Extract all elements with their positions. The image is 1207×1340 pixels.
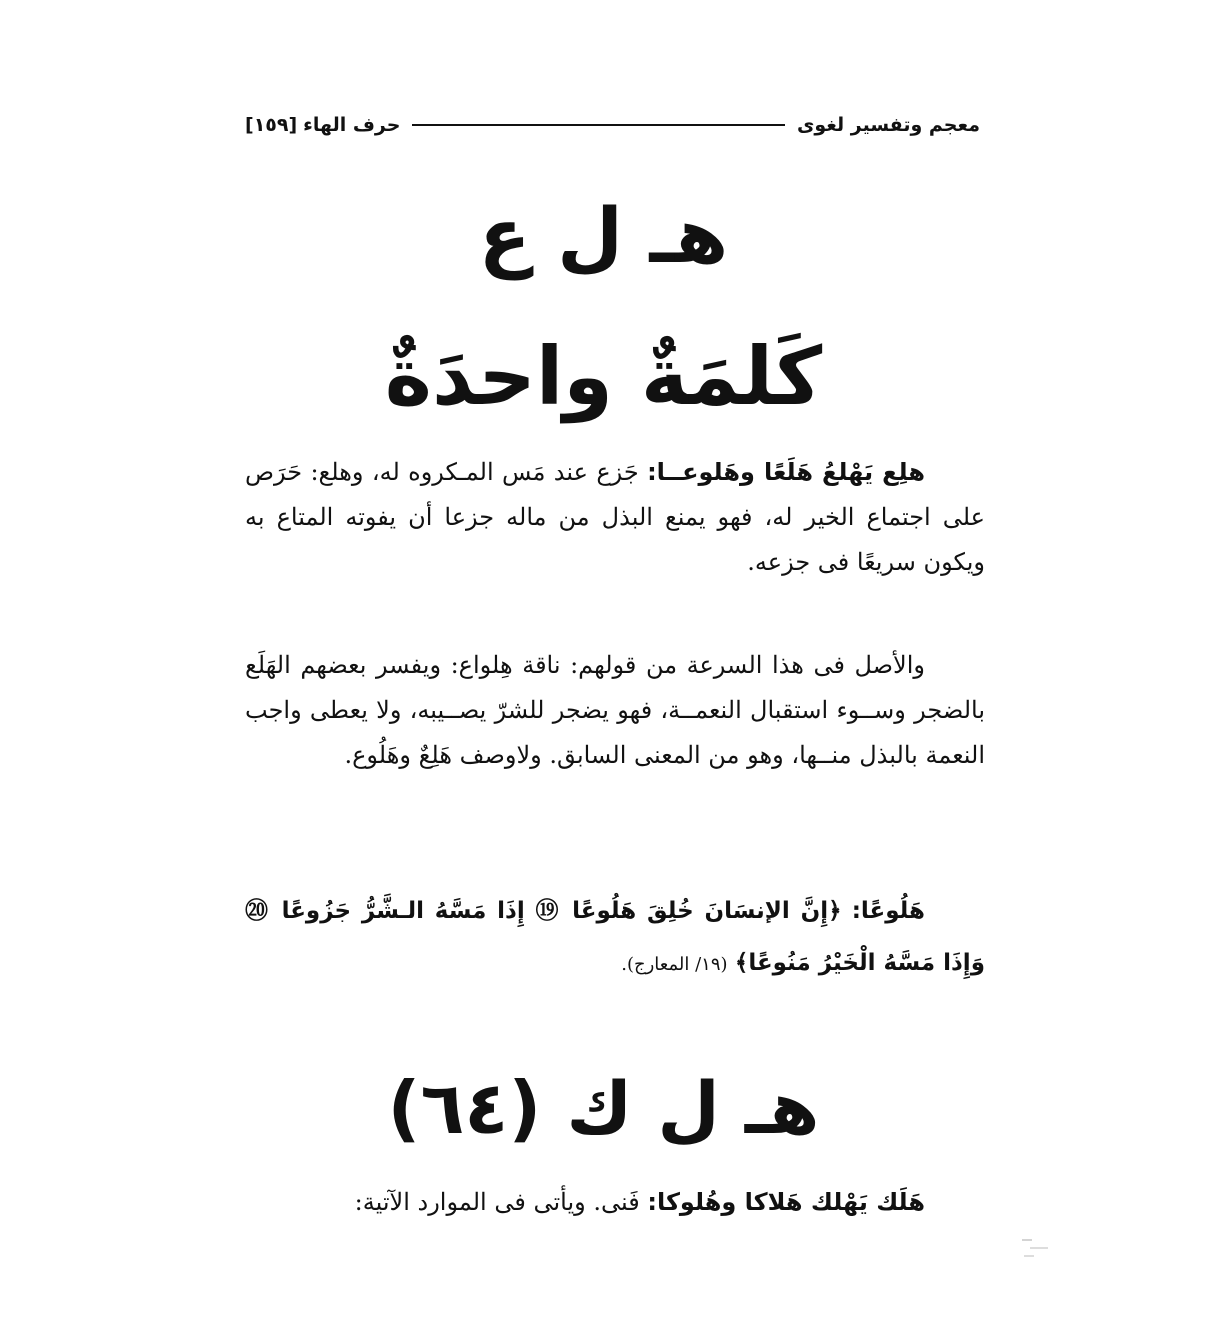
explanation-text: والأصل فى هذا السرعة من قولهم: ناقة هِلواع: ويفسر بعضهم الهَلَع بالضجر وســوء استقبال النعمــة، فهو يضجر للشرّ يصــيبه، ولا يعطى واجب النعمة بالبذل منــها، وهو من المعنى السابق. ولاوصف هَلِعٌ وهَلُوع. bbox=[245, 651, 985, 769]
quran-citation-paragraph bbox=[245, 885, 985, 991]
running-header bbox=[245, 108, 980, 142]
scan-speck bbox=[1018, 1232, 1056, 1262]
entry-subheading: كَلمَةٌ واحدَةٌ bbox=[384, 330, 823, 423]
root-heading: هـ ل ع bbox=[478, 191, 729, 280]
header-rule bbox=[412, 124, 785, 126]
explanation-paragraph bbox=[245, 643, 985, 778]
definition-text: فَنى. ويأتى فى الموارد الآتية: bbox=[354, 1188, 640, 1216]
definition-paragraph bbox=[245, 1180, 985, 1225]
root-heading: هـ ل ك (٦٤) bbox=[387, 1066, 820, 1150]
headword: هلِع يَهْلعُ هَلَعًا وهَلوعــا: bbox=[647, 458, 925, 486]
quran-verse: ﴿إِنَّ الإنسَانَ خُلِقَ هَلُوعًا ⑲ إِذَا مَسَّهُ الـشَّرُّ جَزُوعًا ⑳ وَإِذَا مَسَّهُ الْخَيْرُ مَنُوعًا﴾ bbox=[245, 898, 985, 976]
section-title: حرف الهاء bbox=[303, 114, 401, 136]
page-number: [١٥٩] bbox=[245, 114, 298, 136]
definition-text: جَزع عند مَس المـكروه له، وهلع: حَرَص على اجتماع الخير له، فهو يمنع البذل من ماله جزعا أن يفوته المتاع به ويكون سريعًا فى جزعه. bbox=[245, 458, 985, 576]
headword: هَلُوعًا: bbox=[851, 898, 926, 924]
definition-paragraph bbox=[245, 450, 985, 585]
verse-reference: (١٩/ المعارج). bbox=[621, 954, 728, 975]
book-title: معجم وتفسير لغوى bbox=[796, 114, 980, 136]
headword: هَلَك يَهْلك هَلاكا وهُلوكا: bbox=[647, 1188, 925, 1216]
